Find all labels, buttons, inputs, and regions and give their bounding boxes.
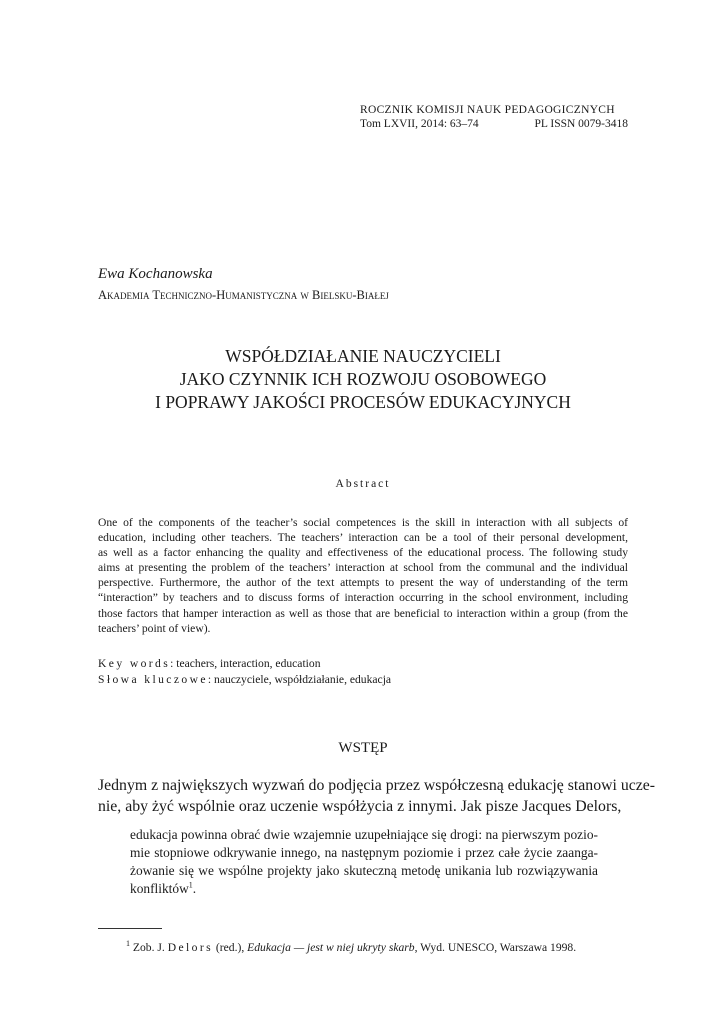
footnote-author: Delors	[167, 941, 214, 954]
journal-volume: Tom LXVII, 2014: 63–74	[360, 118, 479, 130]
keywords-pl-terms: : nauczyciele, współdziałanie, edukacja	[207, 672, 392, 686]
journal-name: ROCZNIK KOMISJI NAUK PEDAGOGICZNYCH	[360, 104, 615, 116]
keywords	[98, 656, 391, 687]
footnote-mark: 1	[126, 939, 130, 949]
footnote-divider	[98, 928, 162, 929]
keywords-en	[98, 656, 391, 672]
footnote-reference[interactable]: 1	[188, 880, 193, 890]
article-title	[98, 345, 628, 414]
keywords-en-label: Key words	[98, 657, 171, 670]
quote-line: konfliktów$^1$.	[130, 880, 197, 896]
intro-paragraph	[98, 775, 656, 817]
paragraph-line: Jednym z największych wyzwań do podjęcia przez współczesną edukację stanowi ucze-	[98, 777, 656, 794]
journal-volume-row	[360, 117, 628, 131]
quote-last-text: konfliktów	[130, 881, 189, 896]
author-affiliation: Akademia Techniczno-Humanistyczna w Bielsku-Białej	[98, 288, 389, 302]
footnote	[126, 941, 576, 954]
author-name: Ewa Kochanowska	[98, 266, 213, 282]
keywords-pl	[98, 672, 391, 688]
block-quote	[130, 826, 598, 898]
abstract-line: “interaction” by teachers and to discuss forms of interaction occurring in the school environment, including	[98, 591, 628, 605]
abstract-line: those factors that hamper interaction as well as those that are beneficial to interaction within a group (from the	[98, 606, 628, 620]
quote-line: mie stopniowe odkrywanie innego, na następnym poziomie i przez całe życie zaanga-	[130, 845, 598, 860]
abstract-line: One of the components of the teacher’s social competences is the skill in interaction with all subjects of	[98, 516, 628, 529]
paragraph-line: nie, aby żyć wspólnie oraz uczenie współżycia z innymi. Jak pisze Jacques Delors,	[98, 798, 622, 815]
footnote-prefix: Zob. J.	[132, 941, 165, 954]
abstract-line: education, including other teachers. The teachers’ interaction can be a tool of their personal development,	[98, 531, 628, 545]
abstract-line: as well as a factor enhancing the quality and effectiveness of the educational process. The following study	[98, 546, 628, 560]
keywords-en-terms: : teachers, interaction, education	[170, 657, 321, 670]
keywords-pl-label: Słowa kluczowe	[98, 672, 208, 686]
footnote-publication: , Wyd. UNESCO, Warszawa 1998.	[414, 941, 577, 954]
title-line: JAKO CZYNNIK ICH ROZWOJU OSOBOWEGO	[179, 369, 547, 389]
quote-line: żowanie się we wspólne projekty jako skuteczną metodę unikania lub rozwiązywania	[130, 863, 598, 878]
quote-line: edukacja powinna obrać dwie wzajemnie uzupełniające się drogi: na pierwszym pozio-	[130, 827, 598, 842]
abstract-line: perspective. Furthermore, the author of the text attempts to present the way of understanding of the term	[98, 576, 628, 590]
journal-issn: PL ISSN 0079-3418	[534, 118, 628, 130]
abstract-heading: Abstract	[335, 478, 391, 490]
abstract-body	[98, 515, 628, 636]
abstract-line: teachers’ point of view).	[98, 621, 211, 635]
footnote-editor: (red.),	[215, 941, 245, 954]
footnote-title: Edukacja — jest w niej ukryty skarb	[247, 941, 415, 954]
section-heading: WSTĘP	[338, 740, 388, 756]
title-line: I POPRAWY JAKOŚCI PROCESÓW EDUKACYJNYCH	[155, 392, 571, 412]
abstract-line: aims at presenting the problem of the teachers’ interaction at school from the communal and the individual	[98, 561, 628, 575]
title-line: WSPÓŁDZIAŁANIE NAUCZYCIELI	[225, 346, 501, 366]
journal-header	[360, 103, 628, 131]
